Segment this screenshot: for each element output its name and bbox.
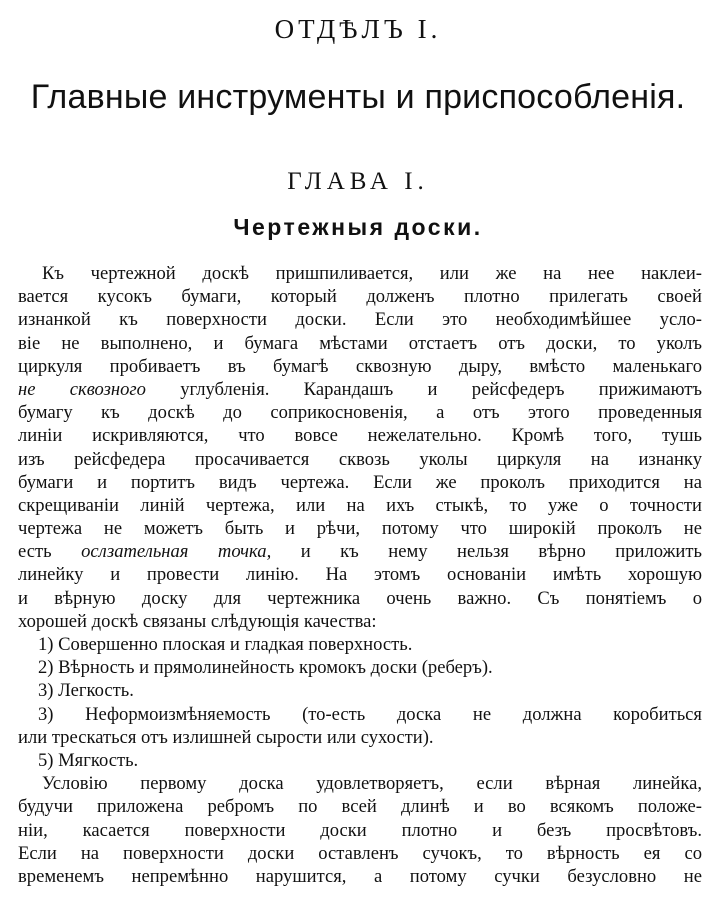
text-line: віе не выполнено, и бумага мѣстами отстаетъ отъ доски, то уколъ (18, 332, 702, 354)
text-line (18, 378, 702, 401)
list-item-continuation: или трескаться отъ излишней сырости или сухости). (18, 726, 434, 748)
text-line: скрещиваніи линій чертежа, или на ихъ стыкѣ, то уже о точности (18, 494, 702, 516)
text-line: вается кусокъ бумаги, который долженъ плотно прилегать своей (18, 286, 702, 308)
list-item: 3) Легкость. (38, 680, 134, 702)
qualities-list (18, 633, 702, 772)
text-line: изъ рейсфедера просачивается сквозь уколы циркуля на изнанку (18, 448, 702, 470)
section-title: ОТДѢЛЪ I. (274, 14, 442, 44)
list-item: 1) Совершенно плоская и гладкая поверхность. (38, 634, 413, 655)
text-fragment: есть (18, 541, 52, 563)
text-line: бумагу къ доскѣ до соприкосновенія, а отъ этого проведенныя (18, 402, 702, 424)
text-line: линейку и провести линію. На этомъ основаніи имѣть хорошую (18, 564, 702, 586)
text-line: и вѣрную доску для чертежника очень важно. Съ понятіемъ о (18, 587, 702, 609)
text-fragment: и къ нему нельзя вѣрно приложить (300, 541, 702, 563)
list-item: 5) Мягкость. (38, 749, 139, 771)
list-item: 2) Вѣрность и прямолинейность кромокъ доски (реберъ). (38, 657, 493, 679)
text-line: Если на поверхности доски оставленъ сучокъ, то вѣрность ея со (18, 842, 702, 864)
text-line (18, 540, 702, 563)
text-line: будучи приложена ребромъ по всей длинѣ и во всякомъ положе- (18, 796, 702, 818)
text-line: Къ чертежной доскѣ пришпиливается, или же на нее наклеи- (42, 263, 702, 284)
text-line: хорошей доскѣ связаны слѣдующія качества: (18, 610, 377, 632)
list-item: 3) Неформоизмѣняемость (то-есть доска не должна коробиться (38, 703, 702, 725)
text-line: циркуля пробиваетъ въ бумагѣ сквозную дыру, вмѣсто маленькаго (18, 355, 702, 377)
text-line: чертежа не можетъ быть и рѣчи, потому что широкій проколъ не (18, 518, 702, 540)
body-text (18, 262, 702, 888)
text-line: временемъ непремѣнно нарушится, а потому сучки безусловно не (18, 865, 702, 887)
emphasis-text: ослзательная точка, (81, 541, 272, 563)
text-line: линіи искривляются, что вовсе нежелательно. Кромѣ того, тушь (18, 425, 702, 447)
text-fragment: углубленія. Карандашъ и рейсфедеръ прижимаютъ (180, 378, 702, 400)
text-line: ніи, касается поверхности доски плотно и безъ просвѣтовъ. (18, 819, 702, 841)
text-line: изнанкой къ поверхности доски. Если это необходимѣйшее усло- (18, 309, 702, 331)
text-line: Условію первому доска удовлетворяетъ, если вѣрная линейка, (42, 773, 702, 795)
paragraph-boards-intro (18, 262, 702, 633)
emphasis-text: не сквозного (18, 378, 146, 400)
section-subtitle: Главные инструменты и приспособленія. (30, 78, 686, 116)
chapter-subtitle: Чертежныя доски. (233, 214, 483, 240)
paragraph-first-condition (18, 772, 702, 888)
chapter-title: ГЛАВА I. (287, 168, 429, 195)
text-line: бумаги и портитъ видъ чертежа. Если же проколъ приходится на (18, 471, 702, 493)
